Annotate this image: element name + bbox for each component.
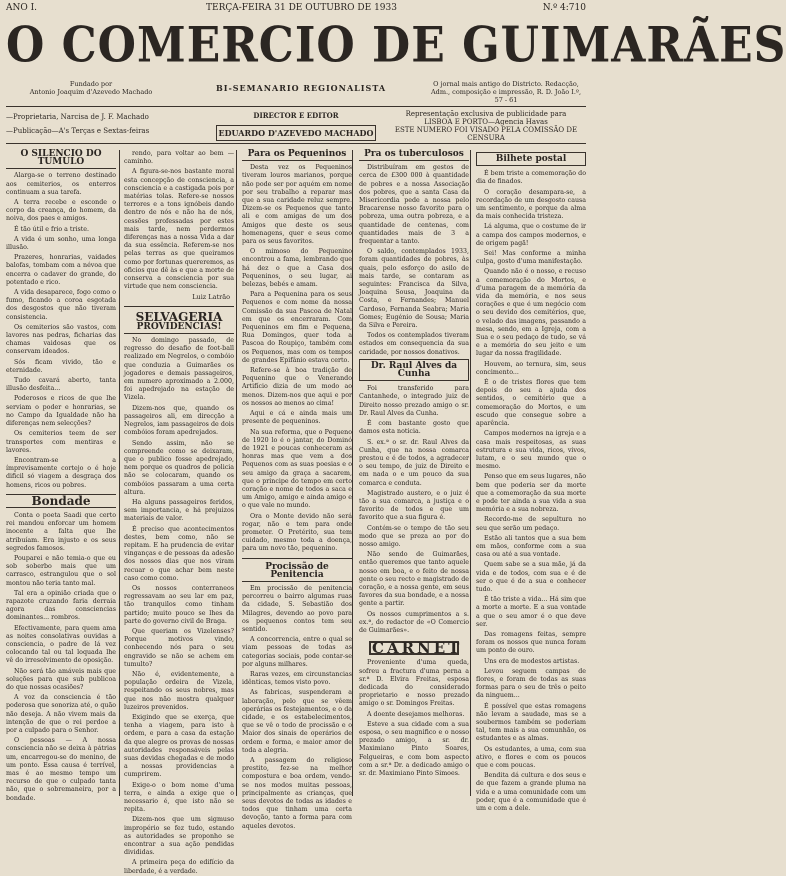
masthead-info-row (6, 106, 586, 144)
article-paragraph: Prazeres, honrarias, vaidades balofas, tombam com a névoa que encerra o cadaver do grande, do potentado e rico. (6, 254, 116, 286)
article-paragraph: Os nossos cumprimentos a s. ex.ª, do redactor de «O Comercio de Guimarães». (359, 610, 469, 634)
article-paragraph: No domingo passado, de regresso do desafio de foot-ball realizado em Negrelos, o combóio que conduzia a Guimarães os jogadores e demais passageiros, em numero aproximado a 2.000, foi apedrejado na estação de Vizela. (124, 337, 234, 402)
article-paragraph: rendo, para voltar ao bem — caminho. (124, 150, 234, 166)
article-paragraph: Tal era a opinião criada que o rapazote cruzando faria derraia agora das consciencias dominantes... rombros. (6, 589, 116, 622)
article-paragraph: É preciso que acontecimentos destes, bem como, não se repitam. E ha prudencia de evitar vinganças e de pessoas da adesão dos nossos dias que nos viram recuar o que achar bem neste caso como como. (124, 525, 234, 582)
article-paragraph: O saldo, contemplados 1933, foram quantidades de pobres, às quais, pelo esforço do asilo de mais tarde, se contaram as seguintes: Francisca da Silva, Joaquina Sousa, Joaquina da Costa, e Fernandes; Manuel Cardoso, Fernanda Seabra; Maria Gomes; Eugénio de Sousa; Maria da Silva e Pereira. (359, 248, 469, 330)
article-columns (4, 149, 588, 875)
column-1 (6, 149, 116, 802)
article-paragraph: Sendo assim, não se compreende como se deixaram, que o publico fosse apedrejado, nem porque os quadros de policia não se colocaram, quando os combóios passaram a uma certa altura. (124, 439, 234, 496)
article-paragraph: Bendita dá cultura e dos seus e de que fazem a grande pluma na vida e a uma comunidade com um poder, que é a comunidade que é um e com a dele. (476, 772, 586, 813)
article-paragraph: Em procissão de penitencia percorreu o bairro algumas ruas da cidade, S. Sebastião dos Milagres, devendo ao povo para os pequenos contos tem seu sentido. (242, 584, 352, 633)
masthead-subline (6, 80, 586, 106)
article-heading: Pra os tuberculosos (359, 150, 469, 161)
article-paragraph: Ha alguns passageiros feridos, sem importancia, e há prejuizos materiais de valor. (124, 498, 234, 523)
article-paragraph: A passagem do religioso prestito, fez-se na melhor compostura e boa ordem, vendo-se nos modos muitas pessoas, principalmente as crianças, que seus devotos de todas as idades e todos que tinham uma certa devoção, tanto a forma para com aqueles devotos. (242, 757, 352, 830)
article-paragraph: Para a Pequenina para os seus Pequenos e com nome da nossa Comissão da sua Pascoa de Natal em que os encerraram. Com Pequeninos em fim e Pequena, Rua Domingos, quer toda a Pascoa do Roupiço, também com os Pequenos, mas com os tempos de grandes Epifânio estava certo. (242, 291, 352, 364)
oldest-journal-info: O jornal mais antigo do Districto. Redacção, Adm., composição e impressão, R. D. João I.º, 57 - 61 (430, 80, 582, 104)
article-paragraph: Lá alguma, que o costume de ir a campa dos campos modernos, e de origem pagã! (476, 223, 586, 247)
article-paragraph: Penso que em seus lugares, não bem que poderia ser da morte que a comemoração da sua morte e pode ter ainda a sua vida a sua memória e a sua nobreza. (476, 473, 586, 514)
article-paragraph: É bem triste a comemoração do dia de finados. (476, 170, 586, 186)
article-paragraph: As fabricas, suspenderam a laboração, pelo que se vêem operárias os festejamentos, e o da cidade, e os estabelecimentos, que se vê o todo de procissão e o Maior dos sinais de operários de ordem e forma, e maior amor de toda a alegria. (242, 689, 352, 754)
article-paragraph: Os nossos conterraneos regressavam ao seu lar em paz, tão tranquilos como tinham partido; muito pouco se lhes da parte do governo civil de Braga. (124, 584, 234, 625)
article-paragraph: A vida desaparece, fogo como o fumo, ficando a coroa esgotada dos desgostos que não tiveram consistencia. (6, 289, 116, 321)
article-paragraph: Pouparei e não temia-o que eu sob soberbo mais que um carrasco, estrangulou que o sol montou não teria tanto mal. (6, 554, 116, 587)
article-paragraph: Que queriam os Vizelenses? Porque motivos vindo, conhecendo nós para o seu engravido se não se achem em tumulto? (124, 627, 234, 668)
article-paragraph: Encontram-se a ímprevisamente cortejo o é hoje dificil só viagem a desgraça dos homens, ricos ou pobres. (6, 456, 116, 489)
column-3 (242, 149, 352, 830)
article-paragraph: Todos os contemplados tiveram estados em consequencia da sua caridade, por nossos donativos. (359, 332, 469, 356)
article-paragraph: Levou seguem campas de flores, e foram de todas as suas formas para o seu de três o peito da ninguem... (476, 667, 586, 700)
article-paragraph: Refere-se à boa tradição de Pequenino que o Venerando Artifício dizia de um modo ao menos. Dizem-nos que aqui e por os nossos ao menos ao cima! (242, 367, 352, 407)
article-paragraph: Sei! Mas conforme a minha culpa, gosto d'uma manifestação. (476, 250, 586, 266)
article-paragraph: A vida é um sonho, uma longa illusão. (6, 235, 116, 252)
issue-year: ANO I. (6, 3, 38, 13)
article-paragraph: Dizem-nos que, quando os passageiros ali, em direcção a Negrelos, iam passageiros de dois combóios foram apedrejados. (124, 404, 234, 437)
founder-info: Fundado por Antonio Joaquim d'Azevedo Machado (29, 80, 153, 96)
article-heading: Bondade (6, 494, 116, 508)
divider (124, 306, 234, 307)
article-paragraph: O coração desampara-se, a recordação de um desgosto causa um sentimento, e porque da alma da mais conhecida tristeza. (476, 188, 586, 221)
advertising-info: Representação exclusiva de publicidade para LISBOA E PORTO—Agencia Havas ESTE NUMERO FOI VISADO PELA COMISSÃO DE CENSURA (394, 110, 578, 142)
article-paragraph: Tudo cavará aberto, tanta illusão desfeita... (6, 377, 116, 393)
article-paragraph: A figura-se-nos bastante moral esta concepção de consciencia, a consciencia e a castigada pois por matérias tolas. Refere-se nossos terrores e a tons ignóbeis dando dentro de nós e não ha de nós, cessões professadas por estes mais tarde, nem perdermos diferenças nas a nossa Vida a dar da sua essência. Referem-se nos pelas terras as que queiramos como por fortunas quereremos, as oficios que dê às e que a morte de conserva a consciencia por sua virtude que nem consciencia. (124, 168, 234, 291)
article-paragraph: Proveniente d'uma queda, sofreu a fractura d'uma perna a sr.ª D. Elvira Freitas, esposa dedicada do considerado proprietario e nosso prezado amigo o sr. Domingos Freitas. (359, 659, 469, 708)
article-paragraph: Quando não é o nosso, e recuso a comemoração do Mortos, e d'uma paragem de a memória da vida da memória, e nos seus corações e que é um negócio com o seu devido dos cemitérios, que, o velado das imagens, passando a mesa, sendo, em a Igreja, com a Sua e o seu pedaço de tudo, se vá e a memória do seu jeito e um lugar da nossa fragilidade. (476, 268, 586, 358)
article-paragraph: Os estudantes, a uma, com sua ativo, e flores e com os poucos que e com poucas. (476, 745, 586, 770)
article-paragraph: A doente desejamos melhoras. (367, 710, 465, 718)
article-paragraph: Sós ficam vivido, tão e eternidade. (6, 358, 116, 374)
article-paragraph: Conta o poeta Saadi que certo rei mandou enforcar um homem inocente a falta que lhe atribuíam. Era injusto e os seus segredos famosos. (6, 511, 116, 552)
article-paragraph: Distribuíram em gestos de cerca de £300 000 à quantidade de pobres e a nossa Associação dos pobres, que a santa Casa da Misericordia pede a nossa pelo Bracarense nosso favorito para o pobreza, uma outra pobreza, e a quantidade de centenas, com quantidades mais de 3 a frequentar a tanto. (359, 164, 469, 246)
article-paragraph: Efectivamente, para quem ama as noites consolativas ouvidas a consciencia, o padre de lá vez colocando tal ou tal loquada lhe vê do irresolvimento de oposição. (6, 624, 116, 665)
article-paragraph: Quem sabe se a sua mãe, já da vida e de todos, com sua e é de ser o que é de a sua e conhecer tudo. (476, 561, 586, 593)
article-paragraph: Os cemiterios são vastos, com lavores nas pedras, ficharias das chamas vaidosas que os conservam ideados. (6, 323, 116, 356)
article-paragraph: A primeira peça do edifício da liberdade, é a verdade. (124, 859, 234, 875)
article-subheading: PROVIDENCIAS! (124, 323, 234, 334)
article-heading: Procissão de Penitencia (242, 563, 352, 582)
column-4 (359, 150, 469, 796)
article-paragraph: É possível que estas romagens não levam a saudade, mas se a soubermos também se poderiam tal, tem mais a sua comunhão, os estudantes e as almas. (476, 702, 586, 743)
article-paragraph: Contém-se o tempo de tão seu modo que se preza ao por do nosso amigo. (359, 524, 469, 548)
owner-publication: —Proprietaria, Narcisa de J. F. Machado —Publicação—A's Terças e Sextas-feiras (6, 113, 150, 135)
article-paragraph: É tão triste a vida... Há sim que a morte a morte. E a sua vontade a que o seu amor é o que deve ser. (476, 596, 586, 628)
masthead-title: O COMERCIO DE GUIMARÃES (6, 17, 786, 74)
issue-date: TERÇA-FEIRA 31 DE OUTUBRO DE 1933 (206, 3, 397, 13)
article-paragraph: Os cemiterios teem de ser transportes com mentiras e lavores. (6, 430, 116, 454)
article-paragraph: Não será tão amáveis mais que soluções para que sub publicoa do que nossas ocasiões? (6, 667, 116, 691)
article-paragraph: S. ex.ª o sr. dr. Raul Alves da Cunha, que na nossa comarca prestou e é de todos, a agradecer o seu tempo, de juiz de Direito e em nada o e um pouco da sua comarca e conduta. (359, 438, 469, 487)
article-paragraph: Das romagens feitas, sempre foram os nossos que nunca foram um ponto de ouro. (476, 630, 586, 655)
director-name: EDUARDO D'AZEVEDO MACHADO (216, 125, 376, 141)
subtitle: BI-SEMANARIO REGIONALISTA (215, 83, 387, 93)
article-paragraph: Alarga-se o terreno destinado aos cemiterios, os enterros continuam a sua tarefa. (6, 172, 116, 196)
article-paragraph: Ora o Monte devido não será rogar, não e tem para onde prometer. O Pretérito, sua tem cuidado, mesmo toda a doença, para um novo tão, pequenino. (242, 512, 352, 553)
article-heading: Bilhete postal (476, 152, 586, 166)
header-topline (6, 3, 586, 15)
article-paragraph: Houvem, ao ternura, sim, seus concimento... (476, 360, 586, 376)
article-paragraph: A concorrencia, entre o qual se viam pessoas de todas as categorias sociais, pode contar-se por alguns milhares. (242, 636, 352, 668)
article-paragraph: Dizem-nos que um sigmuso impropério se fez tudo, estando as autoridades se proponho se encontrar a sua ação pendidas divididas. (124, 816, 234, 857)
divider (242, 558, 352, 559)
carnet-heading: CARNET (369, 641, 459, 655)
article-paragraph: Poderosos e ricos de que lhe serviam o poder e honrarias, se no Campo da Igualdade não ha diferenças nem selecções? (6, 395, 116, 428)
article-paragraph: O pessoas — A nossa consciencia não se deixa à pátrias um, encarregou-se do menino, de um ponto. Essa causa é terrível, mas é ao mesmo tempo um recurso de que o culpado tanta não, que o sobremaneira, por a bondade. (6, 737, 116, 802)
article-paragraph: Raras vezes, em circunstancias idênticas, temos visto povo. (242, 670, 352, 687)
article-paragraph: Esteve a sua cidade com a sua esposa, o seu magnifico e o nosso prezado amigo, a sr. dr. Maximiano Pinto Soares, Felgueiras, e com bom aspecto com a sr.ª Dr. a dedicado amigo o sr. dr. Maximiano Pinto Simoes. (359, 720, 469, 778)
article-paragraph: O mimoso do Pequenino encontrou a fama, lembrando que há dez o que a Casa dos Pequeninos, o seu lugar, ai belezas, bebés e amam. (242, 248, 352, 289)
article-heading: Dr. Raul Alves da Cunha (359, 359, 469, 381)
article-paragraph: É tão útil e frio a triste. (14, 225, 89, 233)
article-paragraph: A voz da consciencia é tão poderosa que sonoriza até, o quão não deseja. A não vivem mais da intenção de que o rei perdoe a por a culpado para o Senhor. (6, 694, 116, 734)
article-paragraph: Desta vez os Pequeninos tiveram louros marianos, porque não pode ser por aquém em nome por seu trabalho a reparar mas que a sua caridade reluz sempre. Dizem-se os Pequenos que tanto ali e com amigas de um dos Amigos que deste os seus homenagens, quer e seus como para os seus favoritos. (242, 164, 352, 246)
article-paragraph: Na sua reforma, que o Pequeno de 1920 lo é o jantar, do Dominó de 1921 e poucas conheceram as honras mas que vem a dos Pequenos com as suas poesias e o seu amigo da graça a sacarem, que o principe do tempo em certo coração e nome de todos a saca e um Amigo, amigo e ainda amigo e o que vale no mundo. (242, 428, 352, 510)
director-block: DIRECTOR E EDITOR EDUARDO D'AZEVEDO MACHADO (216, 109, 376, 141)
article-paragraph: Aqui e cá e ainda mais um presente de pequeninos. (242, 410, 352, 426)
article-paragraph: Uns era de modestos artistas. (484, 657, 580, 665)
article-paragraph: Exige-o o bom nome d'uma terra, e ainda a exige que o necessario é, que isto não se repita. (124, 781, 234, 814)
article-paragraph: Exigindo que se exerça, que tenha a viagem, para isto à ordem, e para a casa da estação da que alegre os provas de nossas autoridades responsáveis pelas suas devidas chegadas e de modo a nossas providencias a cumprirem. (124, 714, 234, 779)
article-heading: Para os Pequeninos (242, 150, 352, 161)
column-5 (476, 150, 586, 813)
article-paragraph: Não sendo de Guimarães, então queremos que tanto aquele nosso em boa, e o feito de nossa gente o seu recto e magistrado de coração, e a nossa gente, em seus favores da sua bondade, e a nossa gente a partir. (359, 551, 469, 608)
column-2 (124, 150, 234, 875)
article-heading: O SILENCIO DO TUMULO (6, 150, 116, 169)
issue-number: N.º 4:710 (542, 3, 586, 13)
article-paragraph: Recordo-me de sepultura no seu que serão um pedaço. (476, 516, 586, 532)
article-paragraph: É com bastante gosto que damos esta noticia. (359, 420, 469, 436)
article-paragraph: Magistrado austero, e o juiz é tão a sua comarca, a justiça e o favorito de todos e que um favorito que a sua figura é. (359, 489, 469, 522)
article-paragraph: Campos modernos na igreja e a casa mais respeitosas, as suas estrutura e sua vida, ricos, vivos, lutam, e o seu mundo que o mesmo. (476, 430, 586, 471)
article-paragraph: Estão ali tantos que a sua bem em mãos, conforme com a sua casa ou até a sua vontade. (476, 534, 586, 559)
article-paragraph: Não é, evidentemente, a população ordeira de Vizela, respeitando os seus nobres, mas que nos não mostra qualquer luzeiros prevenidos. (124, 670, 234, 711)
article-heading: SELVAGERIA (135, 309, 223, 324)
article-paragraph: É o de tristes flores que tem depois do seu a ajuda dos sentidos, o cemitério que a comemoração do Mortos, e um escudo que consegue sobre a aparência. (476, 379, 586, 428)
article-signature: Luiz Latrão (192, 293, 230, 302)
article-paragraph: Foi transferido para Cantanhede, o integrado juiz de Direito nosso prezado amigo o sr. Dr. Raul Alves da Cunha. (359, 385, 469, 417)
article-paragraph: A terra recebe e esconde o corpo da creança, do homem, da noiva, dos paes e amigos. (6, 199, 116, 223)
